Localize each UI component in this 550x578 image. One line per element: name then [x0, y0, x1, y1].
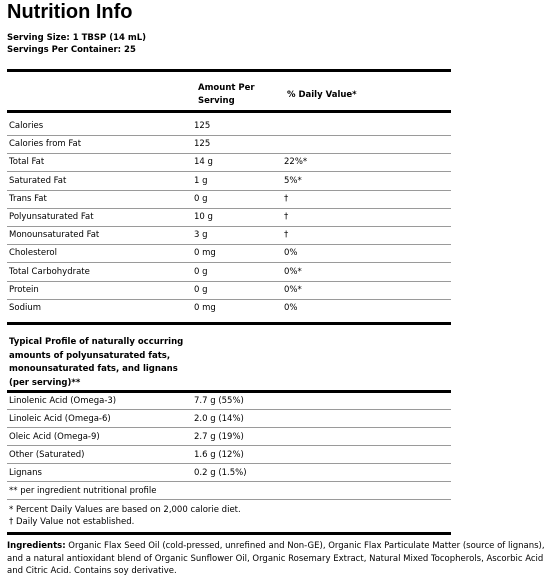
profile-item-name: Other (Saturated)	[9, 450, 85, 460]
nutrient-row-divider	[7, 190, 451, 191]
fat-profile-heading: Typical Profile of naturally occurring amounts of polyunsaturated fats, monounsaturated fats, and lignans (per serving)**	[9, 337, 184, 388]
nutrient-name: Monounsaturated Fat	[9, 230, 100, 240]
nutrient-amount: 0 g	[194, 267, 208, 277]
amount-per-serving-header: Amount Per Serving	[198, 83, 255, 106]
footnote-divider	[7, 499, 451, 500]
profile-row-divider	[7, 463, 451, 464]
nutrient-daily-value: †	[284, 194, 289, 204]
page-title: Nutrition Info	[7, 1, 133, 23]
nutrient-row-divider	[7, 135, 451, 136]
ingredients-label: Ingredients:	[7, 541, 66, 551]
profile-item-amount: 2.0 g (14%)	[194, 414, 244, 424]
nutrient-amount: 10 g	[194, 212, 213, 222]
nutrient-row-divider	[7, 208, 451, 209]
nutrient-daily-value: 0%	[284, 303, 298, 313]
nutrient-daily-value: †	[284, 230, 289, 240]
profile-header-divider	[7, 390, 451, 393]
nutrient-amount: 0 mg	[194, 303, 216, 313]
nutrient-name: Calories from Fat	[9, 139, 82, 149]
nutrient-row-divider	[7, 281, 451, 282]
daily-value-footnote: * Percent Daily Values are based on 2,000 calorie diet.	[9, 505, 241, 515]
nutrient-row-divider	[7, 226, 451, 227]
profile-divider	[7, 322, 451, 325]
profile-item-amount: 7.7 g (55%)	[194, 396, 244, 406]
nutrient-daily-value: †	[284, 212, 289, 222]
nutrient-amount: 3 g	[194, 230, 208, 240]
nutrient-name: Saturated Fat	[9, 176, 67, 186]
nutrient-daily-value: 0%*	[284, 285, 302, 295]
nutrient-amount: 125	[194, 139, 211, 149]
nutrient-daily-value: 22%*	[284, 157, 308, 167]
nutrient-daily-value: 0%	[284, 248, 298, 258]
nutrient-name: Sodium	[9, 303, 42, 313]
nutrient-amount: 0 g	[194, 285, 208, 295]
nutrient-name: Calories	[9, 121, 44, 131]
profile-item-name: Lignans	[9, 468, 42, 478]
profile-row-divider	[7, 409, 451, 410]
nutrient-row-divider	[7, 299, 451, 300]
nutrient-name: Polyunsaturated Fat	[9, 212, 94, 222]
profile-item-name: Oleic Acid (Omega-9)	[9, 432, 100, 442]
profile-item-name: Linolenic Acid (Omega-3)	[9, 396, 117, 406]
nutrient-amount: 14 g	[194, 157, 213, 167]
serving-size: Serving Size: 1 TBSP (14 mL)	[7, 33, 147, 43]
profile-end-divider	[7, 481, 451, 482]
servings-per-container: Servings Per Container: 25	[7, 45, 136, 55]
profile-row-divider	[7, 427, 451, 428]
nutrient-amount: 1 g	[194, 176, 208, 186]
not-established-footnote: † Daily Value not established.	[9, 517, 135, 527]
ingredients-divider	[7, 532, 451, 535]
nutrient-row-divider	[7, 153, 451, 154]
nutrient-row-divider	[7, 262, 451, 263]
profile-item-name: Linoleic Acid (Omega-6)	[9, 414, 111, 424]
nutrient-amount: 125	[194, 121, 211, 131]
nutrient-row-divider	[7, 171, 451, 172]
profile-item-amount: 1.6 g (12%)	[194, 450, 244, 460]
profile-item-amount: 2.7 g (19%)	[194, 432, 244, 442]
top-divider	[7, 69, 451, 72]
ingredients-list: Organic Flax Seed Oil (cold-pressed, unrefined and Non-GE), Organic Flax Particulate Matter (source of lignans), and a natural antioxidant blend of Organic Sunflower Oil, Organic Rosemary Extract, Natural Mixed Tocopherols, Ascorbic Acid and Citric Acid. Contains soy derivative.	[7, 541, 545, 576]
profile-item-amount: 0.2 g (1.5%)	[194, 468, 247, 478]
nutrient-amount: 0 g	[194, 194, 208, 204]
nutrient-name: Trans Fat	[9, 194, 47, 204]
ingredients-text	[7, 540, 549, 578]
daily-value-header: % Daily Value*	[287, 90, 357, 100]
nutrient-name: Cholesterol	[9, 248, 57, 258]
nutrient-daily-value: 0%*	[284, 267, 302, 277]
profile-footnote: ** per ingredient nutritional profile	[9, 486, 157, 496]
header-divider	[7, 110, 451, 113]
nutrient-daily-value: 5%*	[284, 176, 302, 186]
nutrient-name: Total Carbohydrate	[9, 267, 90, 277]
nutrient-name: Total Fat	[9, 157, 45, 167]
nutrient-row-divider	[7, 244, 451, 245]
nutrient-amount: 0 mg	[194, 248, 216, 258]
profile-row-divider	[7, 445, 451, 446]
nutrient-name: Protein	[9, 285, 39, 295]
